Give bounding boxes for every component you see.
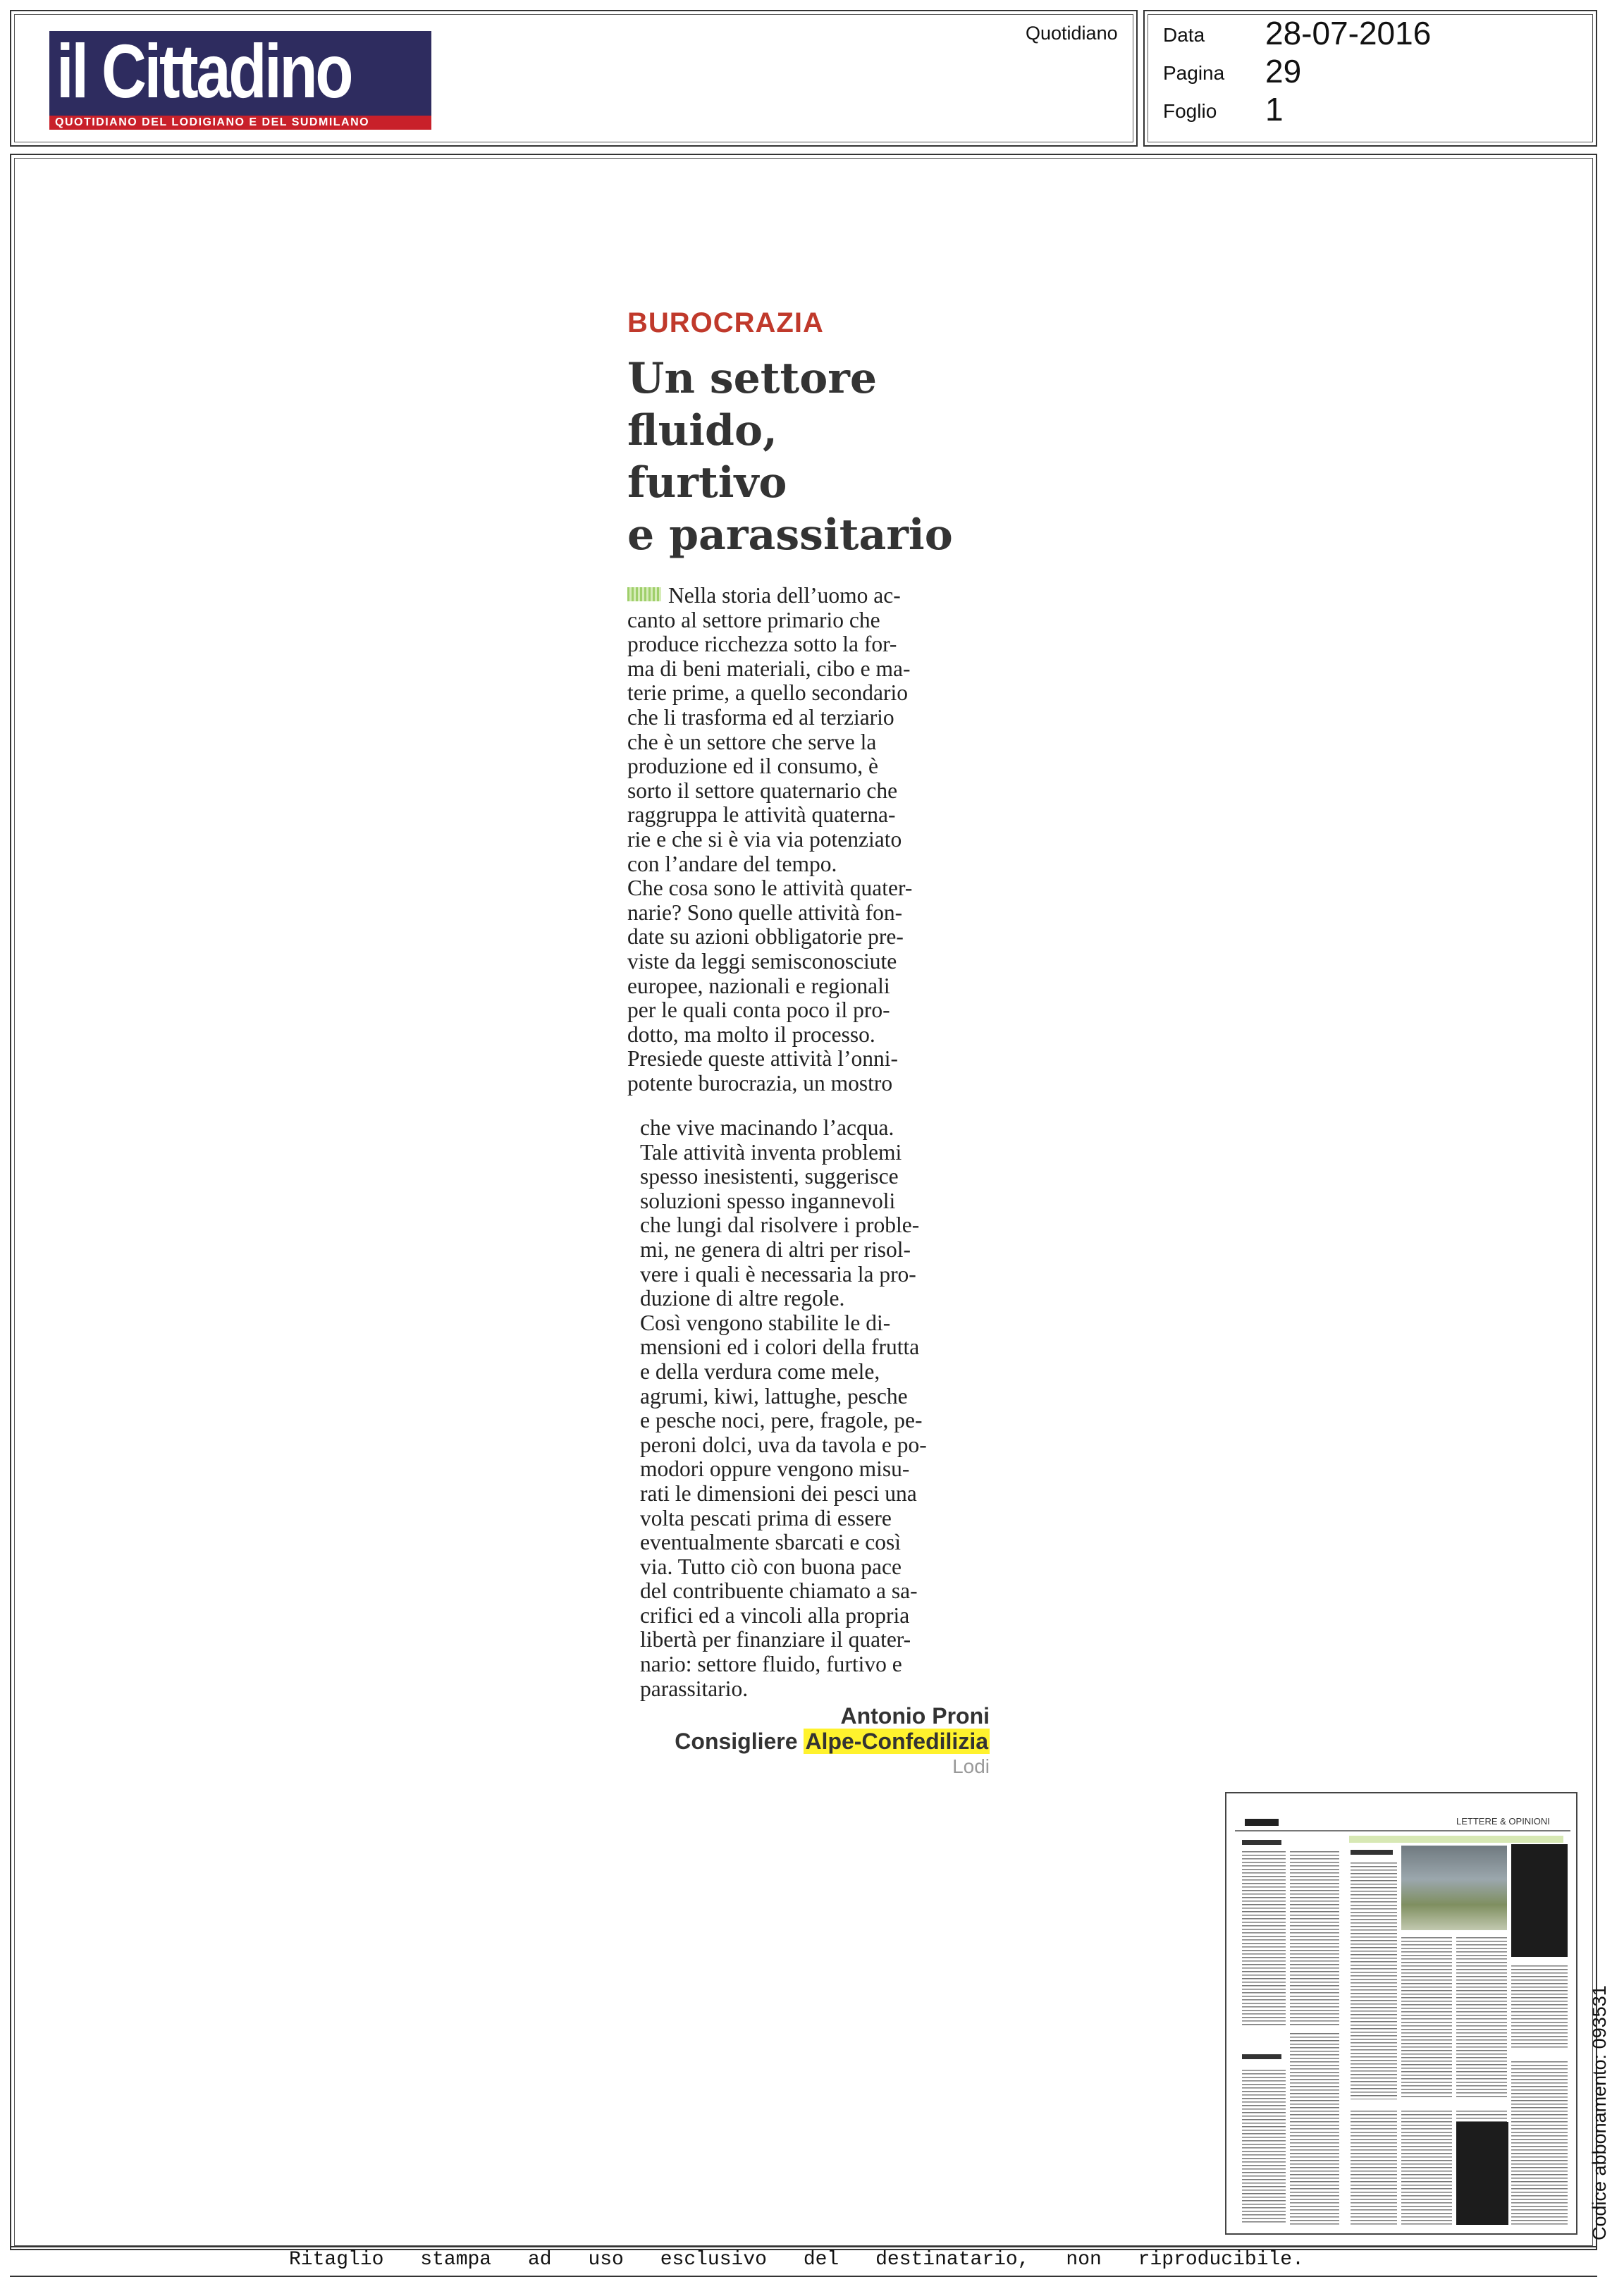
thumbnail-section: LETTERE & OPINIONI: [1456, 1816, 1550, 1827]
footer-notice: [289, 2249, 1304, 2271]
thumbnail-text-column: [1401, 1937, 1452, 2099]
footer-word: uso: [588, 2249, 624, 2271]
thumbnail-banner: [1349, 1836, 1563, 1843]
role-organization: Alpe-Confedilizia: [805, 1729, 988, 1754]
thumbnail-dark-box: [1511, 1844, 1568, 1957]
thumbnail-text-column: [1456, 1937, 1507, 2099]
article-kicker: BUROCRAZIA: [627, 307, 824, 338]
thumbnail-logo: [1245, 1819, 1279, 1826]
article-author: Antonio Proni: [840, 1703, 990, 1729]
thumbnail-text-column: [1401, 2111, 1452, 2225]
thumbnail-rule: [1235, 1830, 1570, 1831]
publication-type: Quotidiano: [1026, 23, 1118, 44]
thumbnail-text-column: [1290, 1851, 1339, 2027]
masthead-logo: [49, 31, 431, 130]
thumbnail-text-column: [1511, 1965, 1568, 2050]
footer-word: riproducibile.: [1138, 2249, 1304, 2271]
footer-word: destinatario,: [875, 2249, 1030, 2271]
thumbnail-text-column: [1351, 1863, 1397, 2099]
thumbnail-text-column: [1351, 2111, 1397, 2225]
article-paragraph: [627, 584, 980, 876]
article-column-2: [640, 1116, 991, 1701]
headline-line: fluido,: [627, 406, 777, 455]
masthead-name: il Cittadino: [56, 31, 352, 113]
subscription-code: Codice abbonamento: 093531: [1589, 1985, 1610, 2240]
article-paragraph: Che cosa sono le attività quater- narie? Sono quelle attività fon- date su azioni obbligatorie pre- viste da leggi semisconosciute europee, nazionali e regionali per le quali conta poco il pro- dotto, ma molto il processo. Presiede queste attività l’onni- potente burocrazia, un mostro: [627, 876, 913, 1096]
footer-word: non: [1066, 2249, 1102, 2271]
foglio-value: 1: [1265, 91, 1284, 128]
footer-word: esclusivo: [660, 2249, 767, 2271]
masthead-tagline: QUOTIDIANO DEL LODIGIANO E DEL SUDMILANO: [55, 116, 370, 128]
pagina-label: Pagina: [1163, 62, 1225, 84]
footer-word: del: [803, 2249, 839, 2271]
thumbnail-text-column: [1290, 2033, 1339, 2225]
thumbnail-title: [1351, 1850, 1393, 1855]
thumbnail-title: [1242, 2054, 1281, 2059]
article-headline: [627, 352, 994, 561]
headline-line: Un settore: [627, 354, 878, 403]
footer-word: ad: [527, 2249, 552, 2271]
pagina-value: 29: [1265, 53, 1302, 90]
footer-word: stampa: [420, 2249, 492, 2271]
article-paragraph: Così vengono stabilite le di- mensioni ed i colori della frutta e della verdura come mele, agrumi, kiwi, lattughe, pesche e pesche noci, pere, fragole, pe- peroni dolci, uva da tavola e po- modori oppure vengono misu- rati le dimensioni dei pesci una volta pescati prima di essere eventualmente sbarcati e così via. Tutto ciò con buona pace del contribuente chiamato a sa- crifici ed a vincoli alla propria libertà per finanziare il quater- nario: settore fluido, furtivo e parassitario.: [640, 1310, 927, 1701]
thumbnail-text-column: [1242, 1851, 1286, 2027]
page-thumbnail: [1225, 1792, 1577, 2235]
role-prefix: Consigliere: [675, 1729, 798, 1754]
author-role: [634, 1729, 990, 1755]
article-place: Lodi: [952, 1755, 990, 1777]
article-column-1: [627, 584, 980, 1096]
thumbnail-dark-box: [1456, 2122, 1508, 2225]
thumbnail-text-column: [1242, 2070, 1286, 2225]
paragraph-text: Nella storia dell’uomo ac- canto al settore primario che produce ricchezza sotto la for- ma di beni materiali, cibo e ma- terie prime, a quello secondario che li trasforma ed al terziario che è un settore che serve la produzione ed il consumo, è sorto il settore quaternario che raggruppa le attività quaterna- rie e che si è via via potenziato con l’andare del tempo.: [627, 583, 911, 876]
data-value: 28-07-2016: [1265, 15, 1432, 51]
foglio-label: Foglio: [1163, 100, 1217, 122]
thumbnail-photo: [1401, 1846, 1507, 1930]
thumbnail-text-column: [1511, 2061, 1568, 2225]
headline-line: furtivo: [627, 458, 787, 508]
paragraph-marker-icon: [627, 587, 661, 601]
thumbnail-title: [1242, 1840, 1281, 1845]
article-paragraph: che vive macinando l’acqua. Tale attività inventa problemi spesso inesistenti, suggerisce soluzioni spesso ingannevoli che lungi dal risolvere i proble- mi, ne genera di altri per risol- vere i quali è necessaria la pro- duzione di altre regole.: [640, 1115, 920, 1311]
headline-line: e parassitario: [627, 510, 953, 560]
data-label: Data: [1163, 24, 1205, 46]
footer-word: Ritaglio: [289, 2249, 384, 2271]
